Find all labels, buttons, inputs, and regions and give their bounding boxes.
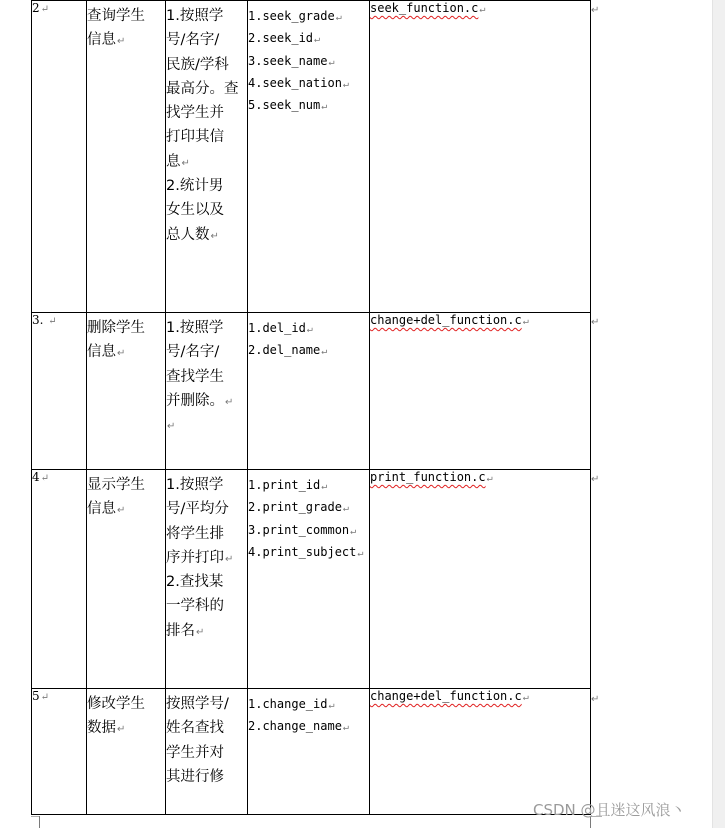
module-name-cell <box>87 689 166 815</box>
module-name-line-text: 删除学生 <box>87 320 145 336</box>
description-line-text: 1.按照学 <box>166 8 224 24</box>
description-line-text: 打印其信 <box>166 129 224 146</box>
description-line-text: 其进行修 <box>166 768 224 785</box>
row-end-mark: ↵ <box>591 5 600 16</box>
paragraph-mark: ↵ <box>321 101 328 113</box>
row-number-cell <box>32 313 87 470</box>
description-line-text: 号/名字/ <box>166 32 220 49</box>
description-line-text: 排名 <box>166 622 195 639</box>
paragraph-mark: ↵ <box>40 473 50 484</box>
paragraph-mark: ↵ <box>196 626 205 638</box>
description-line-text: 最高分。查 <box>166 80 239 97</box>
module-table <box>31 0 591 815</box>
source-file-name: change+del_function.c <box>370 689 522 703</box>
paragraph-mark: ↵ <box>181 157 190 169</box>
description-line-text: 1.按照学 <box>166 477 224 493</box>
function-item-text: 3.print_common <box>248 522 350 537</box>
function-item-text: 1.print_id <box>248 478 321 492</box>
paragraph-mark: ↵ <box>167 421 176 433</box>
module-name-line-text: 信息 <box>87 344 116 361</box>
paragraph-mark: ↵ <box>342 503 349 515</box>
paragraph-mark: ↵ <box>522 692 529 703</box>
function-item-text: 1.del_id <box>248 321 306 335</box>
paragraph-mark: ↵ <box>342 722 349 734</box>
description-line-text: 姓名查找 <box>166 720 224 737</box>
description-line-text: 2.统计男 <box>166 178 224 195</box>
paragraph-mark: ↵ <box>210 230 219 242</box>
description-line-text: 息 <box>166 153 181 170</box>
function-list-cell <box>248 313 370 470</box>
function-item <box>248 90 369 121</box>
module-table-body <box>32 1 591 815</box>
paragraph-mark: ↵ <box>225 553 234 565</box>
paragraph-mark: ↵ <box>321 481 328 492</box>
module-name-line-text: 修改学生 <box>87 696 145 712</box>
row-number: 5 <box>32 689 40 703</box>
function-item-text: 2.change_name <box>248 719 342 734</box>
description-line-text: 找学生并 <box>166 105 224 122</box>
source-file-name: print_function.c <box>370 470 486 484</box>
description-cell <box>166 313 248 470</box>
row-number-cell <box>32 689 87 815</box>
paragraph-mark: ↵ <box>314 34 321 46</box>
module-name-line-text: 信息 <box>87 32 116 49</box>
row-number-cell <box>32 470 87 689</box>
source-file-cell <box>370 1 591 313</box>
description-line <box>166 762 247 793</box>
description-line-text: 按照学号/ <box>166 696 229 712</box>
description-line-text: 民族/学科 <box>166 56 229 73</box>
source-file-cell <box>370 470 591 689</box>
module-name-line-text: 显示学生 <box>87 477 145 493</box>
description-line <box>166 220 247 251</box>
description-line-text: 号/平均分 <box>166 501 229 518</box>
paragraph-mark: ↵ <box>328 700 335 711</box>
function-item-text: 3.seek_name <box>248 53 328 68</box>
function-item-text: 2.seek_id <box>248 31 314 46</box>
source-file-cell <box>370 689 591 815</box>
function-item-text: 1.seek_grade <box>248 9 335 23</box>
table-row <box>32 1 591 313</box>
paragraph-mark: ↵ <box>117 505 126 517</box>
description-cell <box>166 1 248 313</box>
description-line-text: 学生并对 <box>166 744 224 761</box>
paragraph-mark: ↵ <box>48 316 57 327</box>
function-item-text: 4.seek_nation <box>248 75 342 90</box>
table-row <box>32 470 591 689</box>
description-line-text: 总人数 <box>166 226 210 243</box>
paragraph-mark: ↵ <box>342 78 349 90</box>
function-item-text: 4.print_subject <box>248 544 357 559</box>
paragraph-mark: ↵ <box>522 316 529 327</box>
paragraph-mark: ↵ <box>321 346 328 358</box>
function-item-text: 2.print_grade <box>248 500 342 515</box>
description-line-text: 一学科的 <box>166 598 224 615</box>
description-line-text: 将学生排 <box>166 525 224 542</box>
function-list-cell <box>248 689 370 815</box>
row-number: 2 <box>32 1 40 15</box>
table-row <box>32 689 591 815</box>
paragraph-mark: ↵ <box>306 324 313 335</box>
paragraph-mark: ↵ <box>40 4 50 15</box>
description-line-text: 并删除。 <box>166 392 224 409</box>
paragraph-mark: ↵ <box>225 396 234 408</box>
function-item <box>248 537 369 568</box>
function-item <box>248 335 369 366</box>
module-name-cell <box>87 1 166 313</box>
source-file-name: change+del_function.c <box>370 313 522 327</box>
module-name-cell <box>87 313 166 470</box>
row-number-cell <box>32 1 87 313</box>
page-corner-tick-left <box>39 816 40 828</box>
description-cell <box>166 689 248 815</box>
source-file-cell <box>370 313 591 470</box>
source-file-name: seek_function.c <box>370 1 479 15</box>
module-name-cell <box>87 470 166 689</box>
paragraph-mark: ↵ <box>479 4 486 15</box>
paragraph-mark: ↵ <box>486 473 493 484</box>
paragraph-mark: ↵ <box>335 12 342 23</box>
function-item-text: 5.seek_num <box>248 98 321 113</box>
description-line-text: 女生以及 <box>166 202 224 219</box>
description-line-text: 序并打印 <box>166 549 224 566</box>
function-item <box>248 711 369 742</box>
paragraph-mark: ↵ <box>117 348 126 360</box>
row-number: 4 <box>32 470 40 484</box>
function-item-text: 2.del_name <box>248 343 321 358</box>
function-list-cell <box>248 470 370 689</box>
paragraph-mark: ↵ <box>328 56 335 68</box>
row-end-mark: ↵ <box>591 474 600 485</box>
description-cell <box>166 470 248 689</box>
paragraph-mark: ↵ <box>357 547 364 559</box>
row-end-mark: ↵ <box>591 317 600 328</box>
module-name-line-text: 查询学生 <box>87 8 145 24</box>
function-item-text: 1.change_id <box>248 697 328 711</box>
description-line-text: 查找学生 <box>166 368 224 385</box>
paragraph-mark: ↵ <box>117 724 126 736</box>
paragraph-mark: ↵ <box>117 36 126 48</box>
paragraph-mark: ↵ <box>40 692 50 703</box>
watermark: CSDN @且迷这风浪丶 <box>533 801 686 819</box>
module-name-line-text: 信息 <box>87 501 116 518</box>
description-line-text: 2.查找某 <box>166 574 224 591</box>
paragraph-mark: ↵ <box>350 525 357 537</box>
function-list-cell <box>248 1 370 313</box>
table-row <box>32 313 591 470</box>
window-right-edge <box>712 0 725 828</box>
row-end-mark: ↵ <box>591 694 600 705</box>
row-number: 3. <box>32 313 48 327</box>
description-line-text: 号/名字/ <box>166 344 220 361</box>
description-line-text: 1.按照学 <box>166 320 224 336</box>
module-name-line-text: 数据 <box>87 720 116 737</box>
